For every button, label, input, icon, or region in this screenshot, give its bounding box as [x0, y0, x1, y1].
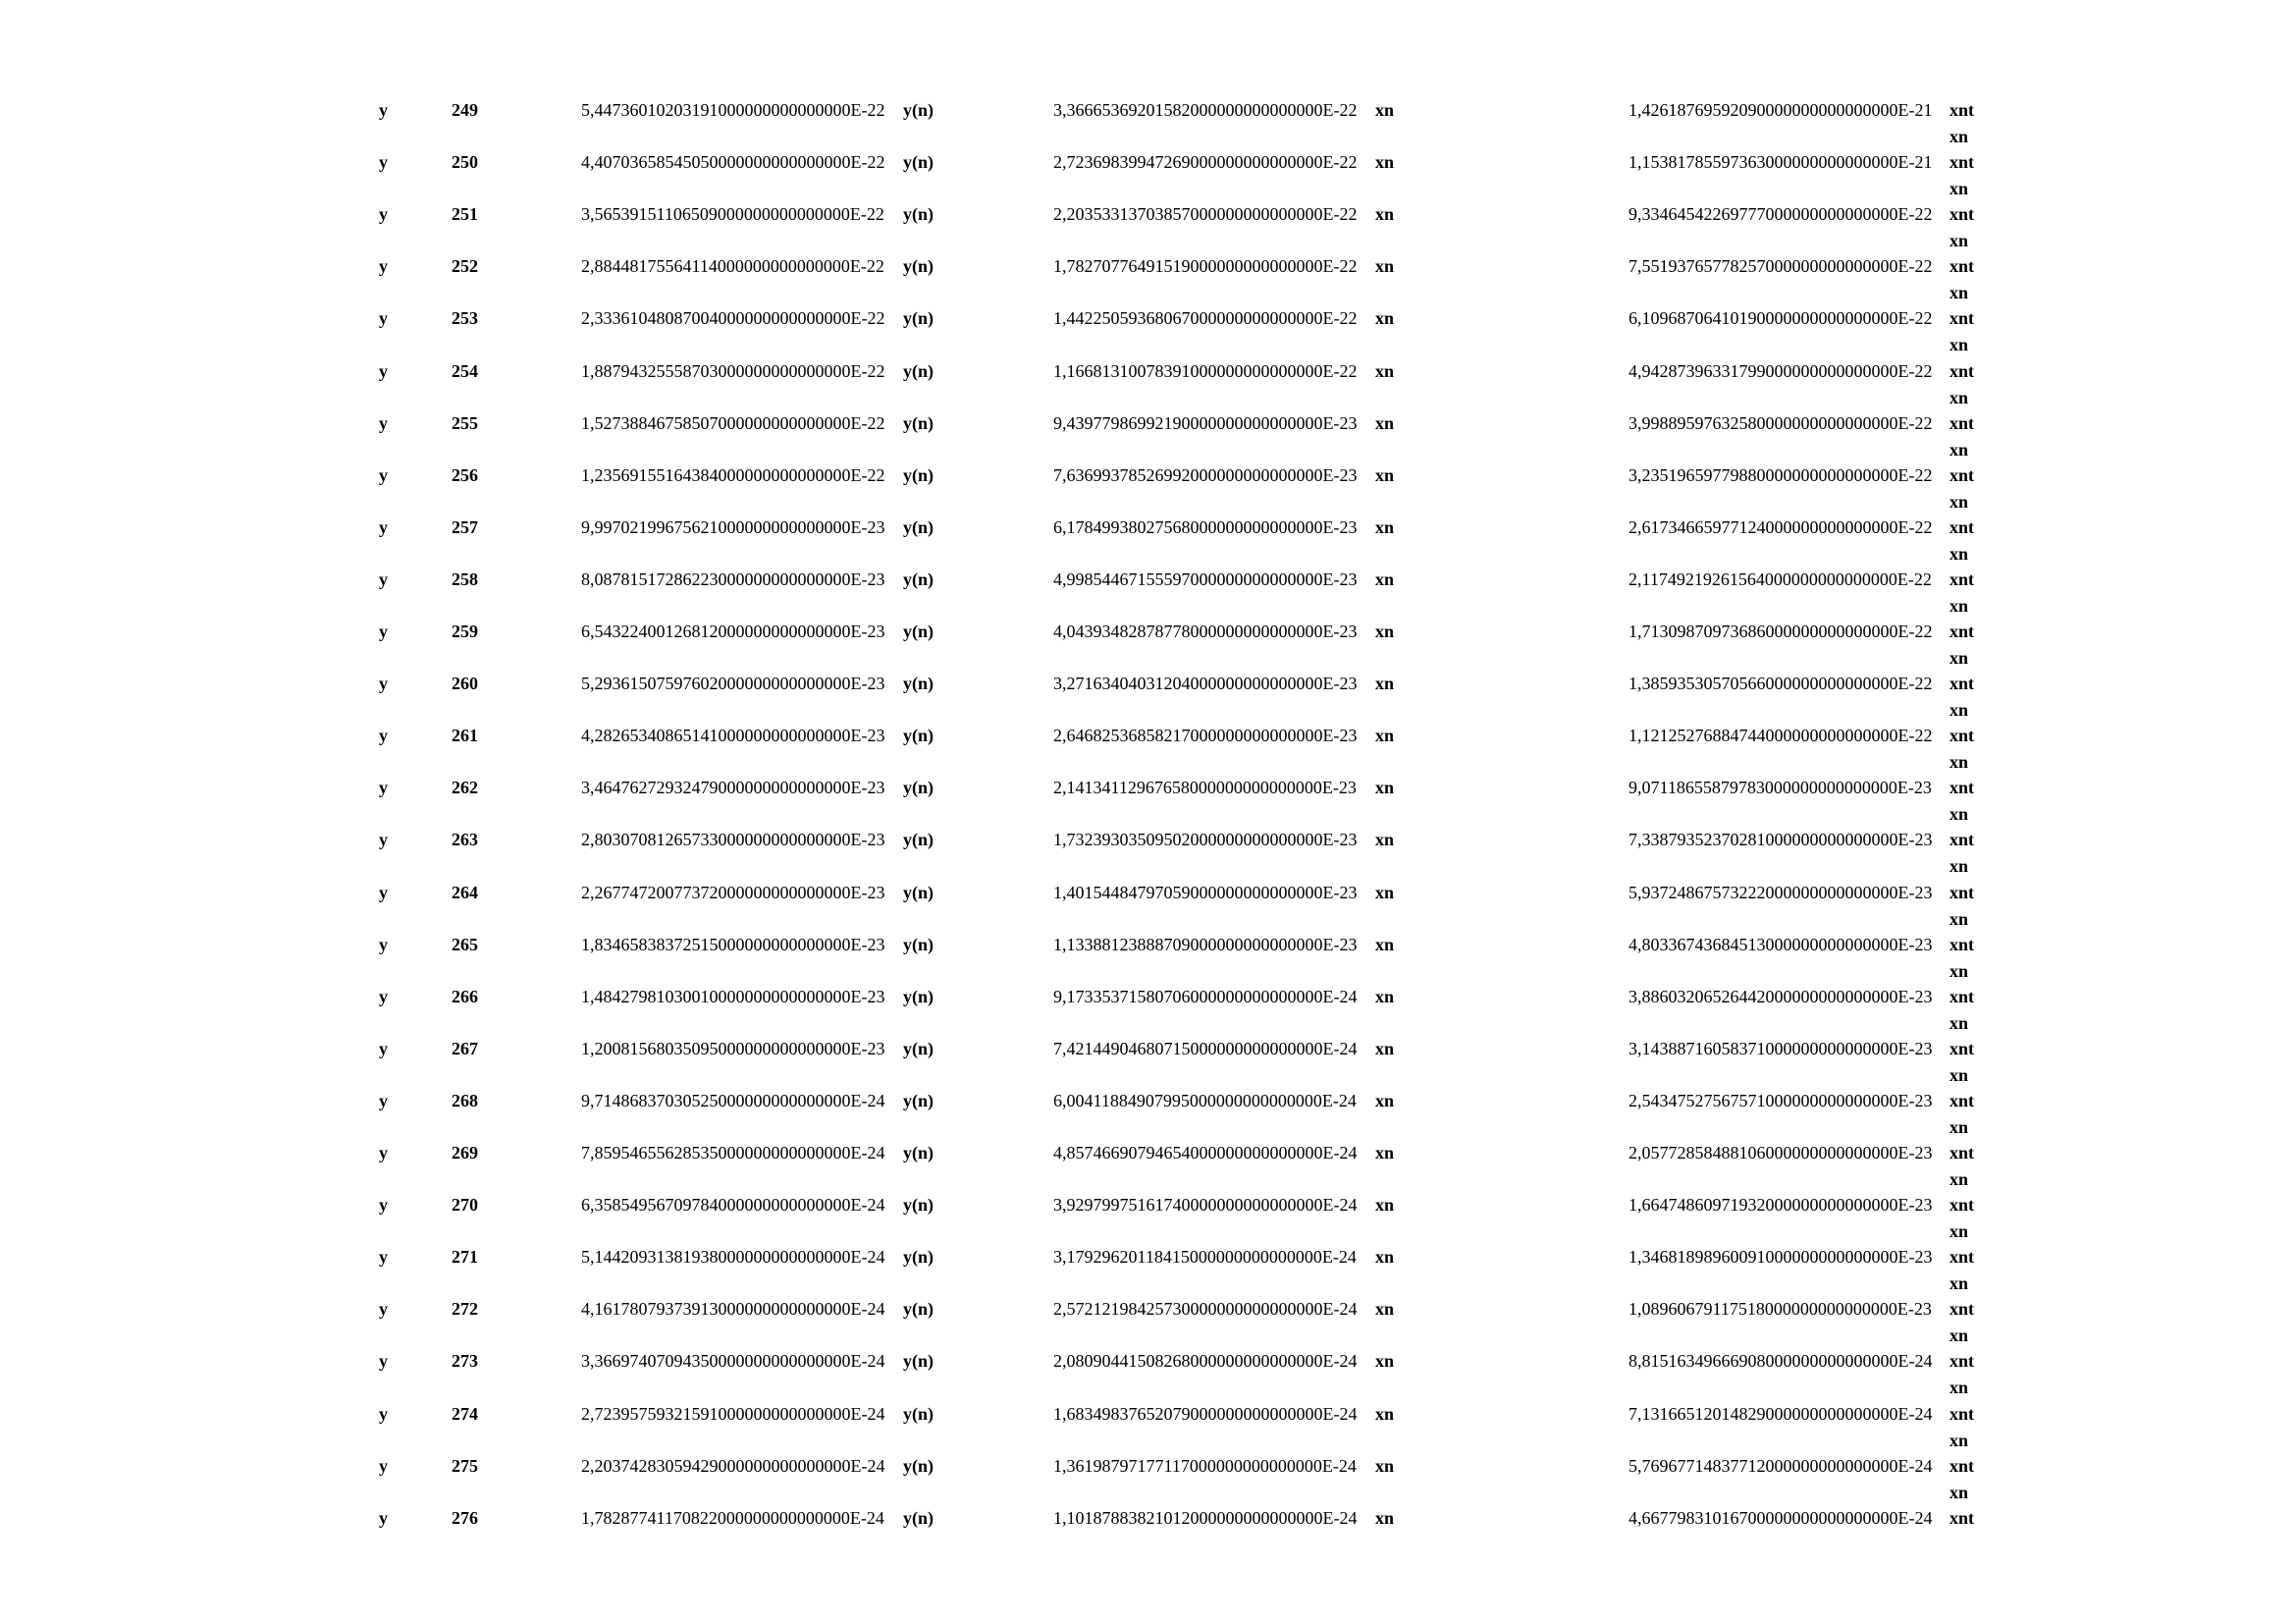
value-yn: 1,78287741170822000000000000000E-24 — [581, 1508, 884, 1528]
table-row — [0, 1350, 2296, 1402]
value-xn: 7,42144904680715000000000000000E-24 — [1053, 1039, 1358, 1058]
tag-xn: xn — [1375, 100, 1395, 120]
value-xn: 3,36665369201582000000000000000E-22 — [1053, 100, 1358, 120]
table-row — [0, 568, 2296, 621]
value-xnt: 7,55193765778257000000000000000E-22 — [1629, 256, 1933, 276]
value-yn: 6,35854956709784000000000000000E-24 — [581, 1195, 885, 1215]
row-label: y — [379, 517, 388, 537]
tag-xn-continuation: xn — [1949, 1013, 1969, 1033]
tag-xnt: xnt — [1949, 1508, 1975, 1528]
tag-xn-continuation: xn — [1949, 752, 1969, 772]
tag-xnt: xnt — [1949, 830, 1975, 849]
table-row — [0, 307, 2296, 359]
tag-yn: y(n) — [903, 1195, 934, 1215]
row-index: 275 — [452, 1456, 478, 1476]
tag-xnt: xnt — [1949, 1299, 1975, 1319]
value-xnt: 6,10968706410190000000000000000E-22 — [1629, 308, 1933, 328]
row-index: 269 — [452, 1143, 478, 1163]
row-index: 276 — [452, 1508, 478, 1528]
row-label: y — [379, 100, 388, 120]
tag-xn: xn — [1375, 361, 1395, 381]
tag-xn-continuation: xn — [1949, 1273, 1969, 1293]
table-row — [0, 934, 2296, 986]
value-yn: 4,16178079373913000000000000000E-24 — [581, 1299, 885, 1319]
value-xnt: 2,11749219261564000000000000000E-22 — [1629, 569, 1932, 589]
table-row — [0, 986, 2296, 1038]
table-row — [0, 203, 2296, 255]
value-xnt: 2,61734665977124000000000000000E-22 — [1629, 517, 1933, 537]
tag-xnt: xnt — [1949, 256, 1975, 276]
tag-xn: xn — [1375, 1456, 1395, 1476]
value-xn: 4,99854467155597000000000000000E-23 — [1053, 569, 1358, 589]
row-index: 273 — [452, 1351, 478, 1371]
table-row — [0, 255, 2296, 307]
value-yn: 1,48427981030010000000000000000E-23 — [581, 987, 885, 1006]
row-index: 265 — [452, 935, 478, 954]
tag-xnt: xnt — [1949, 726, 1975, 745]
value-xnt: 1,08960679117518000000000000000E-23 — [1629, 1299, 1932, 1319]
tag-xn: xn — [1375, 1508, 1395, 1528]
row-label: y — [379, 1247, 388, 1267]
value-yn: 4,28265340865141000000000000000E-23 — [581, 726, 885, 745]
row-index: 263 — [452, 830, 478, 849]
value-xnt: 5,93724867573222000000000000000E-23 — [1629, 883, 1933, 902]
tag-xn: xn — [1375, 1091, 1395, 1110]
value-xn: 9,43977986992190000000000000000E-23 — [1053, 413, 1358, 433]
tag-yn: y(n) — [903, 361, 934, 381]
tag-yn: y(n) — [903, 1091, 934, 1110]
row-index: 249 — [452, 100, 478, 120]
row-index: 267 — [452, 1039, 478, 1058]
tag-xnt: xnt — [1949, 1404, 1975, 1424]
tag-yn: y(n) — [903, 674, 934, 693]
value-xn: 7,63699378526992000000000000000E-23 — [1053, 465, 1358, 485]
row-label: y — [379, 1299, 388, 1319]
tag-yn: y(n) — [903, 100, 934, 120]
tag-yn: y(n) — [903, 256, 934, 276]
value-xn: 9,17335371580706000000000000000E-24 — [1053, 987, 1358, 1006]
tag-xnt: xnt — [1949, 308, 1975, 328]
value-xnt: 9,07118655879783000000000000000E-23 — [1629, 778, 1932, 797]
tag-xn-continuation: xn — [1949, 804, 1969, 824]
row-label: y — [379, 883, 388, 902]
tag-yn: y(n) — [903, 935, 934, 954]
row-label: y — [379, 1039, 388, 1058]
value-xn: 3,17929620118415000000000000000E-24 — [1053, 1247, 1357, 1267]
value-yn: 9,99702199675621000000000000000E-23 — [581, 517, 885, 537]
value-xnt: 1,34681898960091000000000000000E-23 — [1629, 1247, 1933, 1267]
row-label: y — [379, 1351, 388, 1371]
tag-yn: y(n) — [903, 465, 934, 485]
value-yn: 2,80307081265733000000000000000E-23 — [581, 830, 885, 849]
row-index: 251 — [452, 204, 478, 224]
row-index: 252 — [452, 256, 478, 276]
row-label: y — [379, 1508, 388, 1528]
table-row — [0, 621, 2296, 673]
row-label: y — [379, 1143, 388, 1163]
tag-xnt: xnt — [1949, 987, 1975, 1006]
value-xnt: 7,33879352370281000000000000000E-23 — [1629, 830, 1933, 849]
row-index: 270 — [452, 1195, 478, 1215]
value-yn: 3,36697407094350000000000000000E-24 — [581, 1351, 885, 1371]
row-label: y — [379, 1091, 388, 1110]
value-yn: 7,85954655628535000000000000000E-24 — [581, 1143, 885, 1163]
table-row — [0, 412, 2296, 464]
value-xnt: 9,33464542269777000000000000000E-22 — [1629, 204, 1933, 224]
tag-xn: xn — [1375, 987, 1395, 1006]
table-row — [0, 99, 2296, 151]
table-row — [0, 1090, 2296, 1142]
table-row — [0, 1142, 2296, 1194]
row-label: y — [379, 152, 388, 172]
table-row — [0, 151, 2296, 203]
tag-xnt: xnt — [1949, 1091, 1975, 1110]
tag-xn-continuation: xn — [1949, 1483, 1969, 1502]
row-index: 271 — [452, 1247, 478, 1267]
tag-xn-continuation: xn — [1949, 231, 1969, 250]
value-xn: 1,68349837652079000000000000000E-24 — [1053, 1404, 1358, 1424]
value-xn: 2,57212198425730000000000000000E-24 — [1053, 1299, 1358, 1319]
row-label: y — [379, 1404, 388, 1424]
tag-yn: y(n) — [903, 152, 934, 172]
value-xn: 4,04393482878778000000000000000E-23 — [1053, 622, 1358, 641]
value-yn: 1,20081568035095000000000000000E-23 — [581, 1039, 885, 1058]
table-row — [0, 777, 2296, 829]
tag-xn-continuation: xn — [1949, 1431, 1969, 1450]
tag-yn: y(n) — [903, 413, 934, 433]
table-row — [0, 1455, 2296, 1507]
value-xn: 1,73239303509502000000000000000E-23 — [1053, 830, 1358, 849]
row-index: 256 — [452, 465, 478, 485]
value-xnt: 1,66474860971932000000000000000E-23 — [1629, 1195, 1933, 1215]
tag-yn: y(n) — [903, 1143, 934, 1163]
tag-xn: xn — [1375, 1143, 1395, 1163]
row-index: 250 — [452, 152, 478, 172]
tag-xn: xn — [1375, 569, 1395, 589]
tag-xnt: xnt — [1949, 935, 1975, 954]
value-yn: 3,56539151106509000000000000000E-22 — [581, 204, 884, 224]
value-xnt: 2,05772858488106000000000000000E-23 — [1629, 1143, 1933, 1163]
row-index: 272 — [452, 1299, 478, 1319]
row-label: y — [379, 987, 388, 1006]
row-label: y — [379, 569, 388, 589]
tag-xn: xn — [1375, 1404, 1395, 1424]
tag-xn-continuation: xn — [1949, 388, 1969, 407]
tag-yn: y(n) — [903, 204, 934, 224]
tag-xn: xn — [1375, 1299, 1395, 1319]
row-index: 262 — [452, 778, 478, 797]
tag-xn-continuation: xn — [1949, 648, 1969, 668]
row-index: 268 — [452, 1091, 478, 1110]
row-index: 264 — [452, 883, 478, 902]
tag-xnt: xnt — [1949, 517, 1975, 537]
value-yn: 1,88794325558703000000000000000E-22 — [581, 361, 885, 381]
row-label: y — [379, 1195, 388, 1215]
tag-xnt: xnt — [1949, 1247, 1975, 1267]
table-row — [0, 1038, 2296, 1090]
tag-xn: xn — [1375, 830, 1395, 849]
tag-yn: y(n) — [903, 1351, 934, 1371]
tag-xnt: xnt — [1949, 204, 1975, 224]
tag-xn-continuation: xn — [1949, 1169, 1969, 1189]
tag-yn: y(n) — [903, 883, 934, 902]
value-xn: 1,10187883821012000000000000000E-24 — [1053, 1508, 1358, 1528]
row-index: 260 — [452, 674, 478, 693]
tag-xn-continuation: xn — [1949, 1378, 1969, 1397]
row-index: 266 — [452, 987, 478, 1006]
value-xn: 2,14134112967658000000000000000E-23 — [1053, 778, 1357, 797]
tag-xn: xn — [1375, 935, 1395, 954]
tag-yn: y(n) — [903, 1299, 934, 1319]
table-row — [0, 673, 2296, 725]
row-index: 259 — [452, 622, 478, 641]
tag-yn: y(n) — [903, 517, 934, 537]
value-xnt: 1,38593530570566000000000000000E-22 — [1629, 674, 1933, 693]
value-yn: 2,33361048087004000000000000000E-22 — [581, 308, 885, 328]
value-xnt: 8,81516349666908000000000000000E-24 — [1629, 1351, 1933, 1371]
tag-xn: xn — [1375, 1247, 1395, 1267]
value-xnt: 1,71309870973686000000000000000E-22 — [1629, 622, 1933, 641]
tag-xn-continuation: xn — [1949, 492, 1969, 512]
row-index: 261 — [452, 726, 478, 745]
tag-xnt: xnt — [1949, 1195, 1975, 1215]
tag-xn: xn — [1375, 1351, 1395, 1371]
value-xn: 1,13388123888709000000000000000E-23 — [1053, 935, 1358, 954]
tag-xnt: xnt — [1949, 1143, 1975, 1163]
table-row — [0, 516, 2296, 568]
value-xn: 1,40154484797059000000000000000E-23 — [1053, 883, 1358, 902]
tag-xnt: xnt — [1949, 152, 1975, 172]
value-xn: 1,78270776491519000000000000000E-22 — [1053, 256, 1358, 276]
table-row — [0, 1298, 2296, 1350]
value-yn: 5,29361507597602000000000000000E-23 — [581, 674, 885, 693]
row-label: y — [379, 726, 388, 745]
table-row — [0, 1246, 2296, 1298]
table-row — [0, 1194, 2296, 1246]
tag-xn-continuation: xn — [1949, 1325, 1969, 1345]
row-label: y — [379, 622, 388, 641]
tag-xnt: xnt — [1949, 569, 1975, 589]
row-index: 258 — [452, 569, 478, 589]
row-index: 274 — [452, 1404, 478, 1424]
tag-xn-continuation: xn — [1949, 179, 1969, 198]
value-yn: 1,52738846758507000000000000000E-22 — [581, 413, 885, 433]
tag-xn: xn — [1375, 256, 1395, 276]
tag-xnt: xnt — [1949, 622, 1975, 641]
tag-xn-continuation: xn — [1949, 909, 1969, 929]
value-xn: 1,44225059368067000000000000000E-22 — [1053, 308, 1358, 328]
tag-xnt: xnt — [1949, 1039, 1975, 1058]
tag-xnt: xnt — [1949, 100, 1975, 120]
tag-xn: xn — [1375, 413, 1395, 433]
table-row — [0, 829, 2296, 881]
tag-xn-continuation: xn — [1949, 961, 1969, 981]
tag-yn: y(n) — [903, 987, 934, 1006]
tag-yn: y(n) — [903, 622, 934, 641]
tag-xn: xn — [1375, 152, 1395, 172]
value-yn: 2,20374283059429000000000000000E-24 — [581, 1456, 885, 1476]
row-label: y — [379, 465, 388, 485]
value-xnt: 4,80336743684513000000000000000E-23 — [1629, 935, 1933, 954]
row-label: y — [379, 935, 388, 954]
value-xnt: 3,99889597632580000000000000000E-22 — [1629, 413, 1933, 433]
row-label: y — [379, 256, 388, 276]
tag-xn: xn — [1375, 726, 1395, 745]
tag-xn-continuation: xn — [1949, 127, 1969, 146]
value-yn: 4,40703658545050000000000000000E-22 — [581, 152, 885, 172]
value-xnt: 3,23519659779880000000000000000E-22 — [1629, 465, 1933, 485]
value-xnt: 1,15381785597363000000000000000E-21 — [1629, 152, 1933, 172]
tag-xnt: xnt — [1949, 413, 1975, 433]
tag-xn: xn — [1375, 778, 1395, 797]
tag-yn: y(n) — [903, 1456, 934, 1476]
row-label: y — [379, 308, 388, 328]
value-xnt: 1,12125276884744000000000000000E-22 — [1629, 726, 1933, 745]
table-row — [0, 882, 2296, 934]
value-yn: 2,72395759321591000000000000000E-24 — [581, 1404, 885, 1424]
value-xn: 2,20353313703857000000000000000E-22 — [1053, 204, 1358, 224]
row-index: 257 — [452, 517, 478, 537]
tag-xn: xn — [1375, 674, 1395, 693]
value-yn: 3,46476272932479000000000000000E-23 — [581, 778, 885, 797]
tag-xn: xn — [1375, 1195, 1395, 1215]
value-xnt: 1,42618769592090000000000000000E-21 — [1629, 100, 1933, 120]
value-xn: 2,08090441508268000000000000000E-24 — [1053, 1351, 1358, 1371]
tag-xn-continuation: xn — [1949, 544, 1969, 564]
row-label: y — [379, 674, 388, 693]
row-label: y — [379, 778, 388, 797]
tag-xn: xn — [1375, 204, 1395, 224]
tag-xn-continuation: xn — [1949, 1221, 1969, 1241]
tag-xn-continuation: xn — [1949, 283, 1969, 302]
tag-xn: xn — [1375, 622, 1395, 641]
tag-xn-continuation: xn — [1949, 440, 1969, 460]
value-xn: 6,17849938027568000000000000000E-23 — [1053, 517, 1358, 537]
value-xnt: 3,14388716058371000000000000000E-23 — [1629, 1039, 1933, 1058]
table-row — [0, 360, 2296, 412]
tag-xn: xn — [1375, 883, 1395, 902]
table-row — [0, 464, 2296, 516]
row-label: y — [379, 204, 388, 224]
tag-xn: xn — [1375, 465, 1395, 485]
value-xnt: 7,13166512014829000000000000000E-24 — [1629, 1404, 1933, 1424]
value-yn: 9,71486837030525000000000000000E-24 — [581, 1091, 885, 1110]
tag-xnt: xnt — [1949, 778, 1975, 797]
table-row — [0, 725, 2296, 777]
value-yn: 2,26774720077372000000000000000E-23 — [581, 883, 885, 902]
value-xnt: 2,54347527567571000000000000000E-23 — [1629, 1091, 1933, 1110]
row-label: y — [379, 361, 388, 381]
tag-yn: y(n) — [903, 1508, 934, 1528]
tag-xn-continuation: xn — [1949, 596, 1969, 616]
tag-xn: xn — [1375, 517, 1395, 537]
tag-xnt: xnt — [1949, 674, 1975, 693]
tag-xn-continuation: xn — [1949, 856, 1969, 876]
tag-xn-continuation: xn — [1949, 1117, 1969, 1137]
row-label: y — [379, 830, 388, 849]
tag-yn: y(n) — [903, 1247, 934, 1267]
table-row — [0, 1507, 2296, 1559]
value-xnt: 3,88603206526442000000000000000E-23 — [1629, 987, 1933, 1006]
tag-xn-continuation: xn — [1949, 1065, 1969, 1085]
value-yn: 1,23569155164384000000000000000E-22 — [581, 465, 885, 485]
tag-yn: y(n) — [903, 830, 934, 849]
value-xn: 3,92979975161740000000000000000E-24 — [1053, 1195, 1358, 1215]
value-yn: 8,08781517286223000000000000000E-23 — [581, 569, 885, 589]
table-row — [0, 1403, 2296, 1455]
tag-xn-continuation: xn — [1949, 700, 1969, 720]
tag-yn: y(n) — [903, 569, 934, 589]
value-xn: 6,00411884907995000000000000000E-24 — [1053, 1091, 1357, 1110]
tag-xnt: xnt — [1949, 883, 1975, 902]
tag-xnt: xnt — [1949, 361, 1975, 381]
value-xn: 2,72369839947269000000000000000E-22 — [1053, 152, 1358, 172]
value-xn: 1,36198797177117000000000000000E-24 — [1053, 1456, 1357, 1476]
value-yn: 5,44736010203191000000000000000E-22 — [581, 100, 885, 120]
tag-xnt: xnt — [1949, 1456, 1975, 1476]
value-yn: 1,83465838372515000000000000000E-23 — [581, 935, 885, 954]
value-xn: 4,85746690794654000000000000000E-24 — [1053, 1143, 1358, 1163]
value-xn: 2,64682536858217000000000000000E-23 — [1053, 726, 1358, 745]
tag-xn-continuation: xn — [1949, 335, 1969, 354]
row-index: 253 — [452, 308, 478, 328]
tag-yn: y(n) — [903, 1404, 934, 1424]
tag-xnt: xnt — [1949, 465, 1975, 485]
value-xnt: 4,66779831016700000000000000000E-24 — [1629, 1508, 1933, 1528]
tag-yn: y(n) — [903, 726, 934, 745]
row-index: 255 — [452, 413, 478, 433]
row-index: 254 — [452, 361, 478, 381]
value-yn: 6,54322400126812000000000000000E-23 — [581, 622, 885, 641]
value-xn: 3,27163404031204000000000000000E-23 — [1053, 674, 1358, 693]
value-yn: 5,14420931381938000000000000000E-24 — [581, 1247, 885, 1267]
value-xnt: 4,94287396331799000000000000000E-22 — [1629, 361, 1933, 381]
tag-xn: xn — [1375, 308, 1395, 328]
row-label: y — [379, 413, 388, 433]
value-yn: 2,88448175564114000000000000000E-22 — [581, 256, 884, 276]
tag-yn: y(n) — [903, 308, 934, 328]
tag-xnt: xnt — [1949, 1351, 1975, 1371]
value-xn: 1,16681310078391000000000000000E-22 — [1053, 361, 1358, 381]
row-label: y — [379, 1456, 388, 1476]
tag-yn: y(n) — [903, 778, 934, 797]
tag-xn: xn — [1375, 1039, 1395, 1058]
value-xnt: 5,76967714837712000000000000000E-24 — [1629, 1456, 1933, 1476]
tag-yn: y(n) — [903, 1039, 934, 1058]
